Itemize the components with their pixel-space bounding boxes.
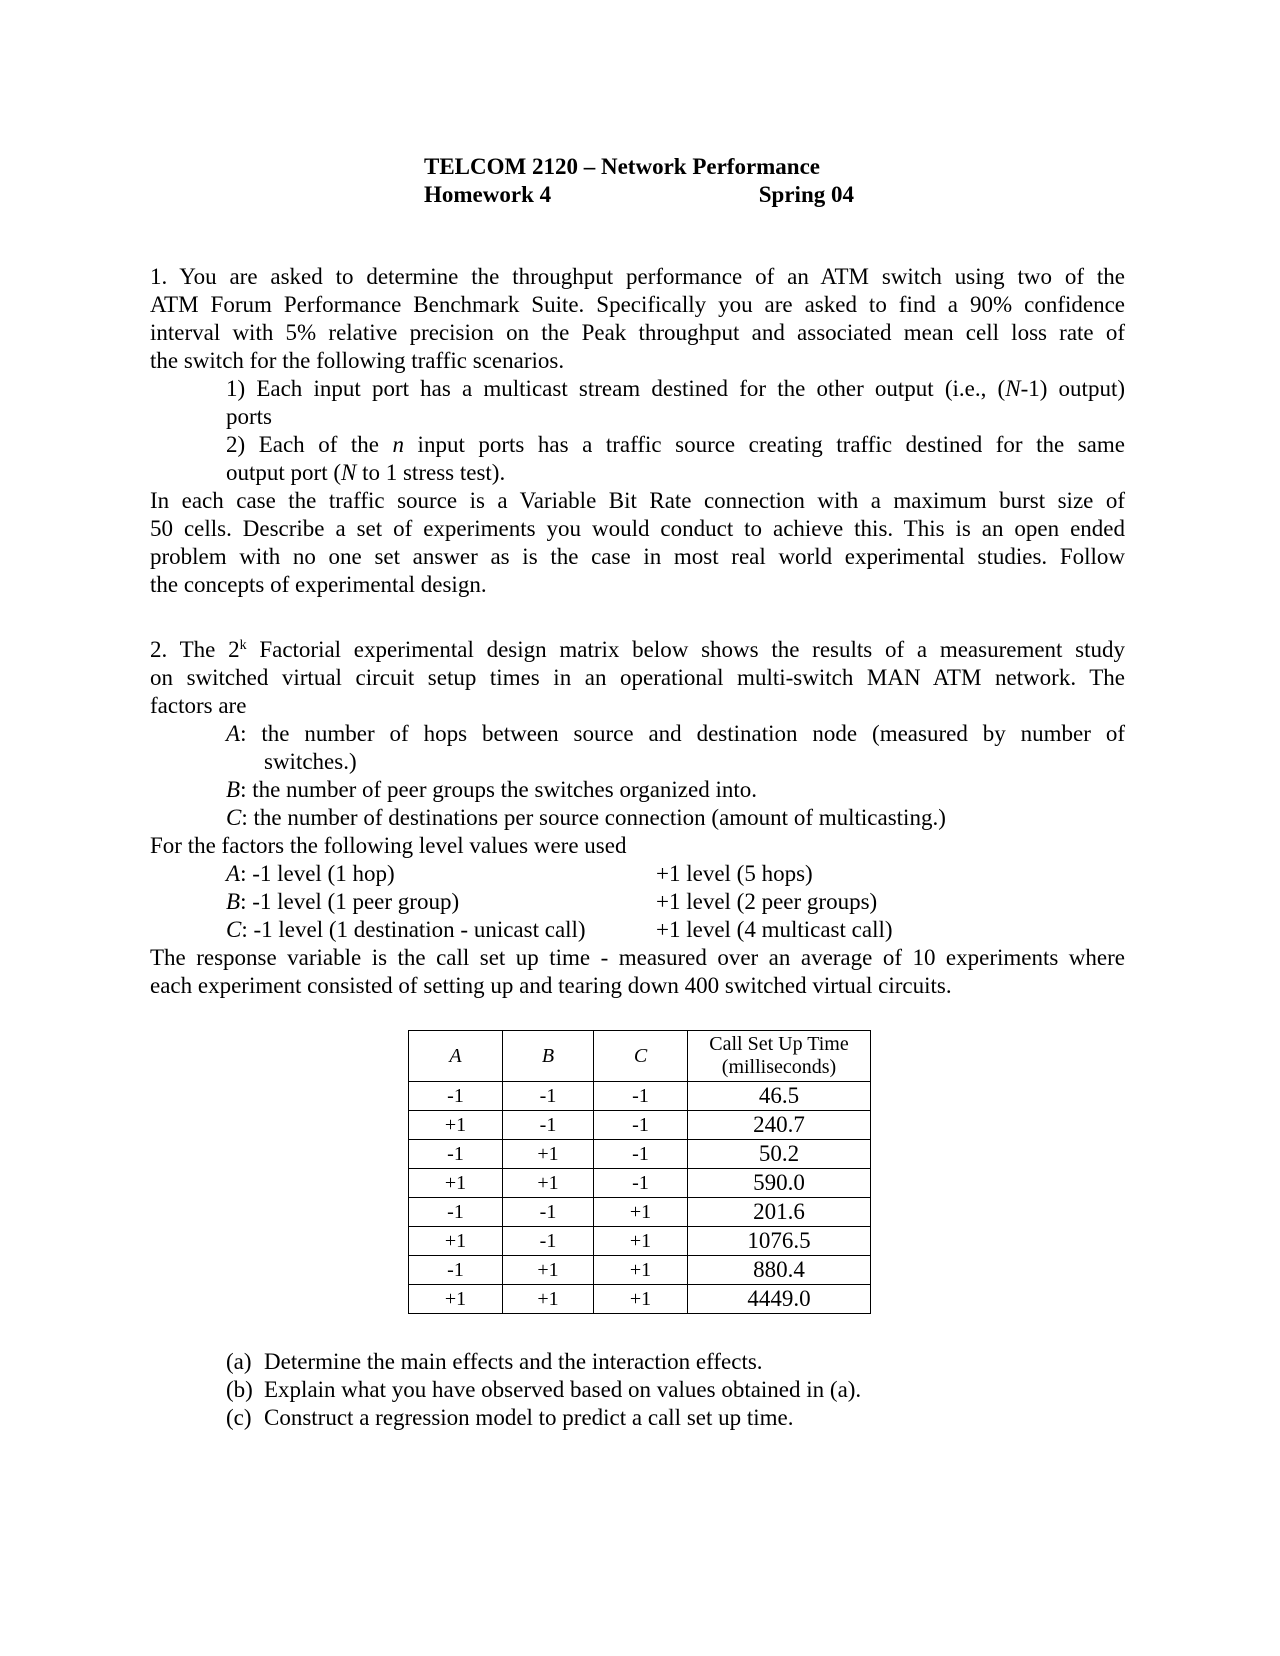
response-line: each experiment consisted of setting up and tearing down 400 switched virtual circuits.: [150, 973, 952, 998]
level-cell: +1: [503, 1140, 594, 1169]
table-header-row: [409, 1031, 871, 1082]
level-cell: +1: [594, 1256, 688, 1285]
factor-a-cont: switches.): [264, 749, 357, 774]
table-row: [409, 1285, 871, 1314]
factor-a: A: the number of hops between source and destination node (measured by number of: [226, 721, 1125, 746]
level-cell: -1: [503, 1227, 594, 1256]
level-cell: +1: [594, 1198, 688, 1227]
q2-line: 2. The 2$^k$ Factorial experimental design matrix below shows the results of a measurement study: [150, 637, 1126, 662]
header-c: C: [594, 1031, 688, 1082]
design-matrix-table: [408, 1030, 871, 1314]
level-cell: +1: [409, 1111, 503, 1140]
level-c: C: -1 level (1 destination - unicast call) +1 level (4 multicast call): [226, 917, 893, 942]
table-row: [409, 1111, 871, 1140]
q1-line: 50 cells. Describe a set of experiments you would conduct to achieve this. This is an open ended: [150, 516, 1125, 541]
q1-line: the switch for the following traffic scenarios.: [150, 348, 565, 373]
response-cell: 46.5: [688, 1082, 871, 1111]
q1-line: In each case the traffic source is a Variable Bit Rate connection with a maximum burst size of: [150, 488, 1125, 513]
document-header: [424, 153, 854, 209]
level-cell: -1: [594, 1169, 688, 1198]
table-row: [409, 1256, 871, 1285]
level-cell: +1: [594, 1285, 688, 1314]
level-list: [150, 860, 1125, 944]
level-cell: +1: [409, 1227, 503, 1256]
question-2: [150, 636, 1125, 1000]
response-cell: 50.2: [688, 1140, 871, 1169]
q1-scenario-2: 2) Each of the n input ports has a traffic source creating traffic destined for the same: [226, 432, 1125, 457]
factor-b: B: the number of peer groups the switches organized into.: [226, 777, 758, 802]
factor-c: C: the number of destinations per source connection (amount of multicasting.): [226, 805, 946, 830]
level-cell: +1: [503, 1256, 594, 1285]
table-row: [409, 1082, 871, 1111]
table-row: [409, 1140, 871, 1169]
q2-line: on switched virtual circuit setup times in an operational multi-switch MAN ATM network. The: [150, 665, 1125, 690]
response-cell: 4449.0: [688, 1285, 871, 1314]
level-cell: -1: [503, 1111, 594, 1140]
level-cell: -1: [409, 1082, 503, 1111]
term-label: Spring 04: [758, 182, 854, 207]
response-cell: 240.7: [688, 1111, 871, 1140]
level-cell: -1: [594, 1140, 688, 1169]
q1-scenario-1-cont: ports: [226, 404, 272, 429]
header-response: Call Set Up Time (milliseconds): [688, 1031, 871, 1082]
levels-intro: For the factors the following level values were used: [150, 833, 627, 858]
response-cell: 880.4: [688, 1256, 871, 1285]
response-line: The response variable is the call set up time - measured over an average of 10 experiments where: [150, 945, 1125, 970]
task-list: [226, 1348, 861, 1432]
table-row: [409, 1227, 871, 1256]
level-cell: -1: [503, 1198, 594, 1227]
level-cell: -1: [409, 1198, 503, 1227]
header-b: B: [503, 1031, 594, 1082]
level-b: B: -1 level (1 peer group) +1 level (2 peer groups): [226, 889, 878, 914]
level-cell: +1: [409, 1285, 503, 1314]
header-a: A: [409, 1031, 503, 1082]
q1-line: problem with no one set answer as is the case in most real world experimental studies. Follow: [150, 544, 1125, 569]
q1-line: the concepts of experimental design.: [150, 572, 487, 597]
q1-line: ATM Forum Performance Benchmark Suite. Specifically you are asked to find a 90% confidence: [150, 292, 1125, 317]
level-cell: -1: [503, 1082, 594, 1111]
q1-line: 1. You are asked to determine the throughput performance of an ATM switch using two of the: [150, 264, 1125, 289]
level-cell: +1: [409, 1169, 503, 1198]
level-cell: +1: [503, 1169, 594, 1198]
course-title: TELCOM 2120 – Network Performance: [424, 154, 821, 179]
level-a: A: -1 level (1 hop) +1 level (5 hops): [226, 861, 813, 886]
task-b: (b) Explain what you have observed based on values obtained in (a).: [226, 1377, 862, 1402]
level-cell: +1: [503, 1285, 594, 1314]
response-cell: 1076.5: [688, 1227, 871, 1256]
q1-scenario-1: 1) Each input port has a multicast stream destined for the other output (i.e., (N-1) output): [226, 376, 1125, 401]
level-cell: -1: [409, 1140, 503, 1169]
task-c: (c) Construct a regression model to predict a call set up time.: [226, 1405, 794, 1430]
response-cell: 201.6: [688, 1198, 871, 1227]
table-row: [409, 1198, 871, 1227]
level-cell: -1: [594, 1111, 688, 1140]
level-cell: -1: [409, 1256, 503, 1285]
question-1: [150, 263, 1125, 599]
homework-title: Homework 4: [424, 182, 552, 207]
q2-line: factors are: [150, 693, 247, 718]
level-cell: -1: [594, 1082, 688, 1111]
q1-line: interval with 5% relative precision on the Peak throughput and associated mean cell loss rate of: [150, 320, 1125, 345]
level-cell: +1: [594, 1227, 688, 1256]
q1-scenario-2-cont: output port (N to 1 stress test).: [226, 460, 506, 485]
response-cell: 590.0: [688, 1169, 871, 1198]
table-row: [409, 1169, 871, 1198]
task-a: (a) Determine the main effects and the interaction effects.: [226, 1349, 763, 1374]
